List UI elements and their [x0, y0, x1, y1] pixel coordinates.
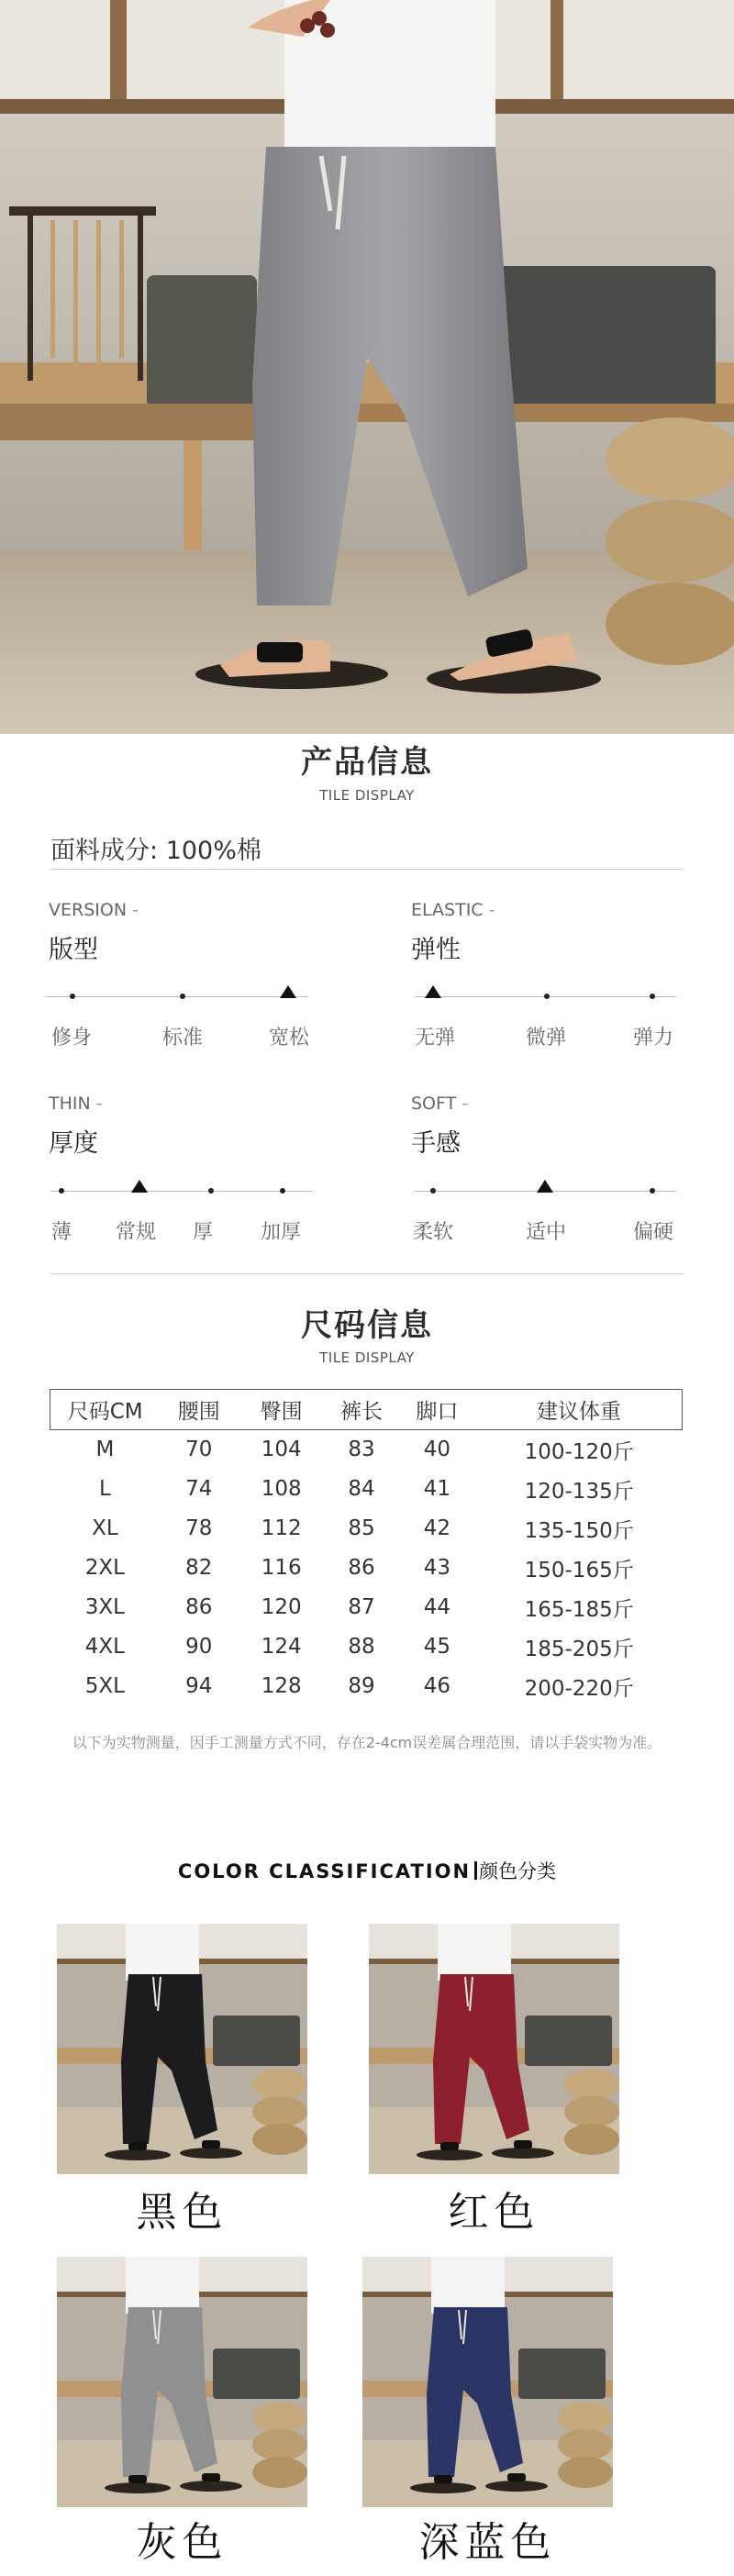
table-cell: 88	[348, 1635, 375, 1659]
version-scale-line	[46, 996, 308, 997]
table-cell: 90	[185, 1635, 213, 1659]
column-header: 脚口	[398, 1390, 476, 1430]
table-cell: 100-120斤	[524, 1439, 634, 1464]
table-cell: 45	[423, 1635, 451, 1659]
hero-photo-illustration	[0, 0, 734, 734]
color-swatch-photo[interactable]	[57, 2257, 307, 2507]
version-scale-dot	[70, 994, 75, 999]
attribute-cn-label: 版型	[49, 936, 98, 964]
table-cell: 85	[348, 1516, 375, 1540]
attribute-version	[49, 900, 139, 965]
table-cell: 2XL	[84, 1556, 126, 1580]
table-cell: 70	[185, 1438, 213, 1462]
elastic-level-label: 微弹	[526, 1027, 567, 1049]
table-cell: 78	[185, 1516, 213, 1540]
color-classification-title	[0, 1857, 734, 1884]
softness-scale-dot	[650, 1188, 655, 1194]
softness-scale-dot	[430, 1188, 436, 1194]
table-cell: 86	[348, 1556, 375, 1580]
table-cell: 108	[261, 1477, 302, 1501]
column-header: 尺码CM	[50, 1390, 161, 1430]
table-header-row	[50, 1390, 683, 1430]
softness-level-label: 偏硬	[633, 1221, 674, 1244]
divider	[50, 869, 684, 870]
version-level-label: 宽松	[269, 1027, 310, 1049]
table-cell: 41	[423, 1477, 451, 1501]
elastic-scale-dot	[544, 994, 550, 999]
table-row	[50, 1430, 683, 1470]
thickness-level-label: 加厚	[261, 1221, 302, 1244]
product-info-title: 产品信息	[301, 744, 433, 781]
column-header: 腰围	[160, 1390, 238, 1430]
table-cell: 44	[423, 1595, 451, 1619]
attribute-cn-label: 厚度	[49, 1129, 98, 1158]
attribute-thickness	[49, 1094, 103, 1159]
table-cell: 94	[185, 1674, 213, 1698]
table-cell: 4XL	[84, 1635, 126, 1659]
column-header: 建议体重	[476, 1390, 683, 1430]
color-classification-title-cn: 颜色分类	[479, 1860, 557, 1882]
attribute-softness	[411, 1094, 468, 1159]
swatch-photo-illustration	[57, 2257, 307, 2507]
table-cell: 116	[261, 1556, 302, 1580]
table-cell: 120-135斤	[524, 1479, 634, 1504]
table-cell: L	[99, 1477, 111, 1501]
column-header: 裤长	[325, 1390, 398, 1430]
table-cell: 84	[348, 1477, 375, 1501]
divider	[50, 1273, 684, 1274]
column-header: 臀围	[238, 1390, 325, 1430]
product-info-subtitle: TILE DISPLAY	[319, 787, 415, 804]
table-cell: 40	[423, 1438, 451, 1462]
table-cell: 112	[261, 1516, 302, 1540]
table-cell: 165-185斤	[524, 1597, 634, 1622]
table-row	[50, 1588, 683, 1627]
attribute-en-label: THIN -	[49, 1094, 103, 1114]
measurement-note: 以下为实物测量，因手工测量方式不同，存在2-4cm误差属合理范围，请以手袋实物为准。	[72, 1734, 662, 1751]
table-cell: 185-205斤	[524, 1637, 634, 1661]
table-cell: XL	[92, 1516, 118, 1540]
table-cell: 5XL	[84, 1674, 126, 1698]
color-swatch-photo[interactable]	[362, 2257, 613, 2507]
hero-product-photo	[0, 0, 734, 734]
thickness-scale-dot	[208, 1188, 214, 1194]
table-cell: 200-220斤	[524, 1676, 634, 1701]
size-chart-table	[50, 1389, 683, 1706]
version-selected-marker	[280, 985, 296, 998]
table-cell: 3XL	[84, 1595, 126, 1619]
thickness-scale-line	[50, 1191, 312, 1192]
attribute-en-label: VERSION -	[49, 900, 139, 920]
table-cell: 135-150斤	[524, 1518, 634, 1543]
elastic-selected-marker	[425, 985, 441, 998]
table-cell: 120	[261, 1595, 302, 1619]
color-classification-title-en: COLOR CLASSIFICATION	[177, 1860, 472, 1882]
table-cell: 83	[348, 1438, 375, 1462]
table-cell: 86	[185, 1595, 213, 1619]
attribute-en-label: ELASTIC -	[411, 900, 495, 920]
attribute-elastic	[411, 900, 495, 965]
attribute-en-label: SOFT -	[411, 1094, 468, 1114]
table-cell: 89	[348, 1674, 375, 1698]
swatch-photo-illustration	[57, 1924, 307, 2174]
elastic-level-label: 无弹	[415, 1027, 456, 1049]
elastic-scale-dot	[650, 994, 655, 999]
title-separator	[474, 1861, 477, 1880]
table-cell: 43	[423, 1556, 451, 1580]
table-row	[50, 1470, 683, 1509]
table-row	[50, 1627, 683, 1667]
table-row	[50, 1549, 683, 1588]
thickness-level-label: 常规	[116, 1221, 157, 1244]
fabric-composition: 面料成分: 100%棉	[50, 837, 261, 865]
table-cell: 87	[348, 1595, 375, 1619]
table-cell: 74	[185, 1477, 213, 1501]
elastic-level-label: 弹力	[633, 1027, 674, 1049]
color-name-label: 黑色	[136, 2189, 228, 2236]
table-row	[50, 1509, 683, 1549]
thickness-selected-marker	[131, 1180, 148, 1193]
color-swatch-photo[interactable]	[369, 1924, 619, 2174]
thickness-level-label: 厚	[193, 1221, 214, 1244]
color-name-label: 红色	[448, 2189, 540, 2236]
thickness-level-label: 薄	[51, 1221, 72, 1244]
thickness-scale-dot	[280, 1188, 285, 1194]
table-cell: 46	[423, 1674, 451, 1698]
table-cell: 124	[261, 1635, 302, 1659]
swatch-photo-illustration	[369, 1924, 619, 2174]
table-row	[50, 1667, 683, 1706]
softness-level-label: 适中	[526, 1221, 567, 1244]
table-cell: M	[95, 1438, 115, 1462]
table-cell: 42	[423, 1516, 451, 1540]
attribute-cn-label: 弹性	[411, 936, 461, 964]
thickness-scale-dot	[59, 1188, 64, 1194]
color-name-label: 深蓝色	[418, 2519, 557, 2566]
size-info-subtitle: TILE DISPLAY	[319, 1349, 415, 1366]
version-level-label: 修身	[51, 1027, 93, 1049]
swatch-photo-illustration	[362, 2257, 613, 2507]
table-cell: 82	[185, 1556, 213, 1580]
version-scale-dot	[180, 994, 185, 999]
attribute-cn-label: 手感	[411, 1129, 461, 1158]
softness-selected-marker	[537, 1180, 553, 1193]
table-cell: 104	[261, 1438, 302, 1462]
table-cell: 128	[261, 1674, 302, 1698]
size-info-title: 尺码信息	[301, 1307, 433, 1344]
color-name-label: 灰色	[136, 2519, 228, 2566]
softness-level-label: 柔软	[413, 1221, 454, 1244]
color-swatch-photo[interactable]	[57, 1924, 307, 2174]
table-cell: 150-165斤	[524, 1558, 634, 1582]
version-level-label: 标准	[162, 1027, 204, 1049]
